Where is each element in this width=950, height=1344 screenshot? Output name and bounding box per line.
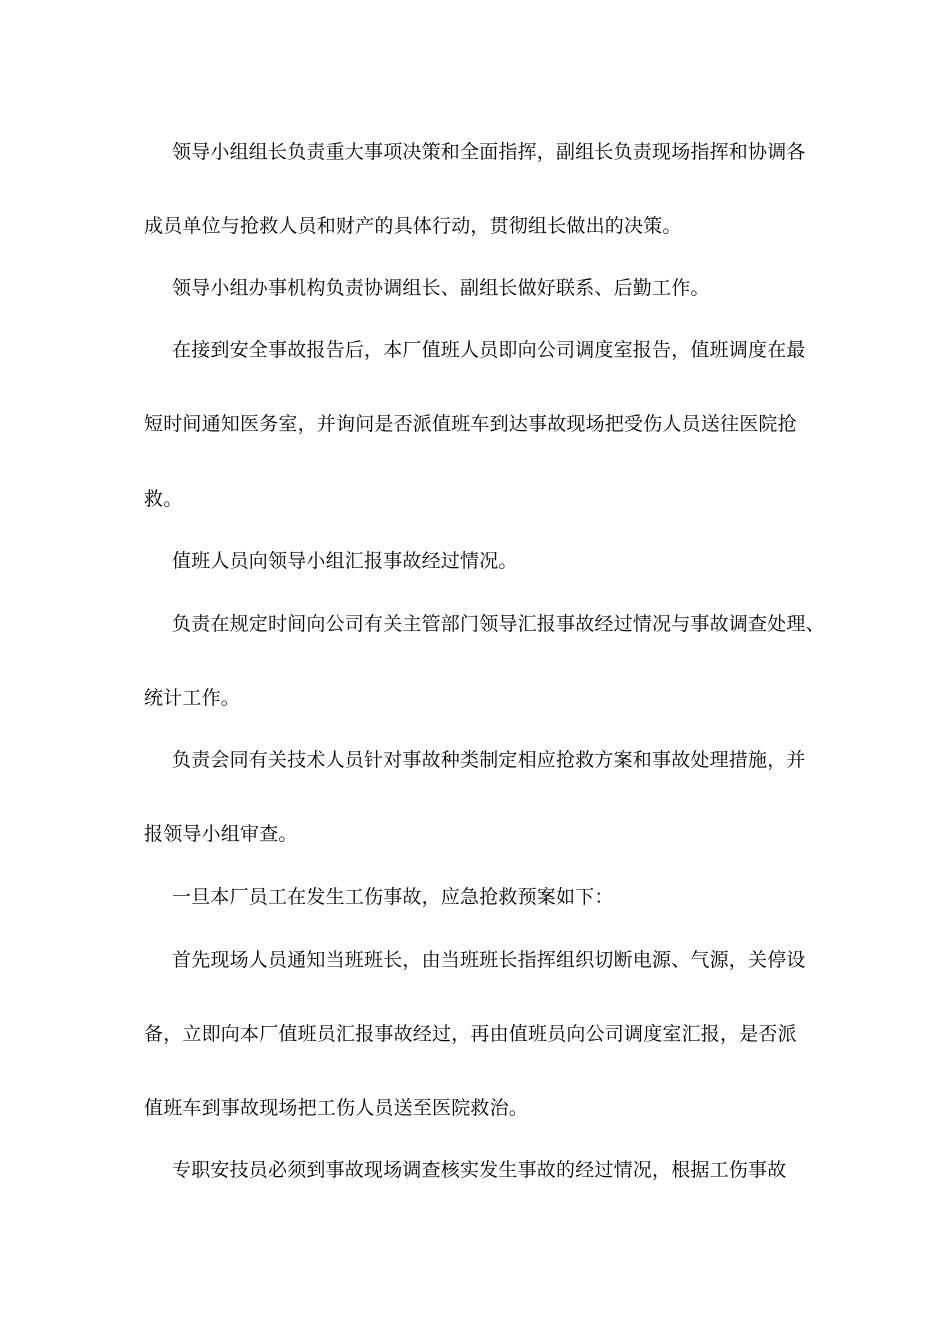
paragraph-line: 成员单位与抢救人员和财产的具体行动，贯彻组长做出的决策。 <box>144 215 682 237</box>
paragraph-line: 备，立即向本厂值班员汇报事故经过，再由值班员向公司调度室汇报，是否派 <box>144 1023 797 1045</box>
paragraph-line: 领导小组办事机构负责协调组长、副组长做好联系、后勤工作。 <box>172 277 710 299</box>
paragraph-line: 负责会同有关技术人员针对事故种类制定相应抢救方案和事故处理措施，并 <box>172 749 806 771</box>
paragraph-line: 一旦本厂员工在发生工伤事故，应急抢救预案如下： <box>172 886 614 908</box>
paragraph-line: 值班人员向领导小组汇报事故经过情况。 <box>172 550 518 572</box>
paragraph-line: 专职安技员必须到事故现场调查核实发生事故的经过情况，根据工伤事故 <box>172 1159 787 1181</box>
paragraph-line: 负责在规定时间向公司有关主管部门领导汇报事故经过情况与事故调查处理、 <box>172 613 825 635</box>
paragraph-line: 领导小组组长负责重大事项决策和全面指挥，副组长负责现场指挥和协调各 <box>172 141 806 163</box>
paragraph-line: 首先现场人员通知当班班长，由当班班长指挥组织切断电源、气源，关停设 <box>172 949 806 971</box>
paragraph-line: 报领导小组审查。 <box>144 823 298 845</box>
paragraph-line: 在接到安全事故报告后，本厂值班人员即向公司调度室报告，值班调度在最 <box>172 339 806 361</box>
paragraph-line: 值班车到事故现场把工伤人员送至医院救治。 <box>144 1097 529 1119</box>
paragraph-line: 短时间通知医务室，并询问是否派值班车到达事故现场把受伤人员送往医院抢 <box>144 413 797 435</box>
paragraph-line: 救。 <box>144 488 183 510</box>
paragraph-line: 统计工作。 <box>144 687 241 709</box>
